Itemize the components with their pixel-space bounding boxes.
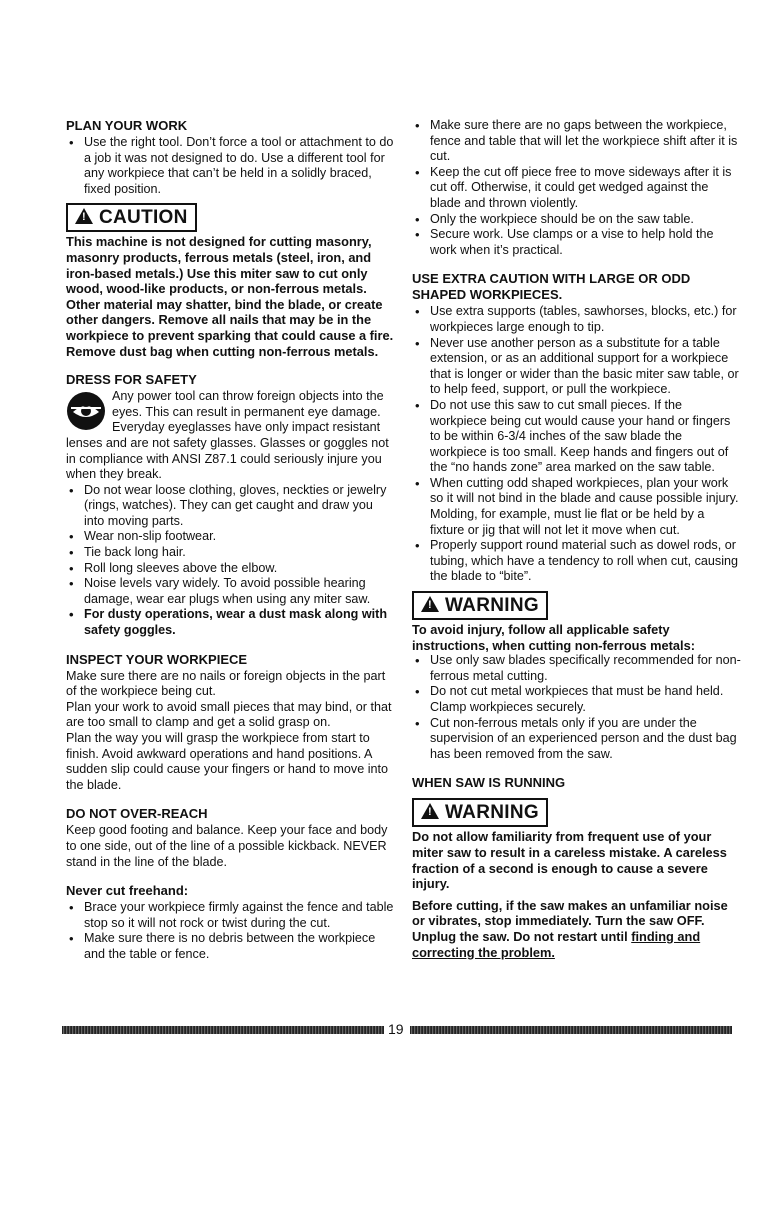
footer-bar-right (410, 1026, 732, 1034)
caution-text: This machine is not designed for cutting masonry, masonry products, ferrous metals (steel, iron, and iron-based metals.) Use this miter saw to cut only wood, wood-like products, or non-ferrous metals. Other material may shatter, bind the blade, or create other dangers. Remove all nails that may be in the workpiece to prevent sparking that could cause a fire. Remove dust bag when cutting non-ferrous metals. (66, 234, 394, 359)
list-item: • For dusty operations, wear a dust mask along with safety goggles. (66, 607, 396, 638)
inspect-paragraph: Make sure there are no nails or foreign objects in the part of the workpiece being cut. (66, 668, 386, 699)
list-item: • Roll long sleeves above the elbow. (66, 561, 396, 577)
list-item: • Keep the cut off piece free to move sideways after it is cut off. Otherwise, it could get wedged against the blade and thrown violently. (412, 165, 742, 212)
list-item: • Do not wear loose clothing, gloves, neckties or jewelry (rings, watches). They can get caught and draw you into moving parts. (66, 483, 396, 530)
list-item: • Use extra supports (tables, sawhorses, blocks, etc.) for workpieces large enough to tip. (412, 304, 742, 335)
freehand-list (66, 900, 396, 962)
list-item: • Make sure there is no debris between the workpiece and the table or fence. (66, 931, 396, 962)
warning-triangle-icon: ! (421, 803, 439, 819)
running-heading: WHEN SAW IS RUNNING (412, 775, 566, 791)
dress-list (66, 483, 396, 639)
inspect-paragraph: Plan your work to avoid small pieces that may bind, or that are too small to clamp and get a solid grasp on. (66, 699, 392, 730)
list-item: • Use the right tool. Don’t force a tool or attachment to do a job it was not designed to do. Use a different tool for any workpiece that can’t be held in a solidly braced, fixed position. (66, 135, 396, 197)
dress-heading: DRESS FOR SAFETY (66, 372, 197, 388)
warning-triangle-icon: ! (421, 596, 439, 612)
list-item: • Do not use this saw to cut small pieces. If the workpiece being cut would cause your hand or fingers to be within 6-3/4 inches of the saw blade the workpiece is too small. Keep hands and fingers out of the “no hands zone” area marked on the saw table. (412, 398, 742, 476)
list-item: • Wear non-slip footwear. (66, 529, 396, 545)
top-list (412, 118, 742, 258)
running-warning-text-2: Before cutting, if the saw makes an unfamiliar noise or vibrates, stop immediately. Turn the saw OFF. Unplug the saw. Do not restart until finding and correcting the problem. (412, 897, 728, 960)
left-column (66, 118, 396, 963)
running-warning-text: Do not allow familiarity from frequent use of your miter saw to result in a careless mistake. A careless fraction of a second is enough to cause a severe injury. (412, 829, 727, 892)
right-column (412, 118, 742, 960)
extra-caution-heading: USE EXTRA CAUTION WITH LARGE OR ODD SHAPED WORKPIECES. (412, 271, 691, 303)
list-item: • When cutting odd shaped workpieces, plan your work so it will not bind in the blade and cause possible injury. Molding, for example, must lie flat or be held by a fixture or jig that will not let it move when cut. (412, 476, 742, 538)
overreach-heading: DO NOT OVER-REACH (66, 806, 208, 822)
footer-bar-left (62, 1026, 384, 1034)
list-item: • Do not cut metal workpieces that must be hand held. Clamp workpieces securely. (412, 684, 742, 715)
list-item: • Tie back long hair. (66, 545, 396, 561)
page-number: 19 (388, 1021, 404, 1037)
plan-heading: PLAN YOUR WORK (66, 118, 188, 133)
overreach-paragraph: Keep good footing and balance. Keep your face and body to one side, out of the line of a possible kickback. NEVER stand in the line of the blade. (66, 823, 388, 869)
list-item: • Properly support round material such as dowel rods, or tubing, which have a tendency to roll when cut, causing the blade to “bite”. (412, 538, 742, 585)
warning-list (412, 653, 742, 762)
list-item: • Make sure there are no gaps between the workpiece, fence and table that will let the workpiece shift after it is cut. (412, 118, 742, 165)
caution-label: ! CAUTION (66, 203, 197, 232)
list-item: • Secure work. Use clamps or a vise to help hold the work when it’s practical. (412, 227, 742, 258)
extra-caution-list (412, 304, 742, 585)
list-item: • Brace your workpiece firmly against the fence and table stop so it will not rock or twist during the cut. (66, 900, 396, 931)
dress-paragraph: Any power tool can throw foreign objects into the eyes. This can result in permanent eye damage. Everyday eyeglasses have only impact resistant lenses and are not safety glasses. Glasses or goggles not in compliance with ANSI Z87.1 could seriously injure you when they break. (66, 389, 389, 482)
inspect-paragraph: Plan the way you will grasp the workpiece from start to finish. Avoid awkward operations and hand positions. A sudden slip could cause your fingers or hand to move into the blade. (66, 731, 389, 792)
list-item: • Never use another person as a substitute for a table extension, or as an additional support for a workpiece that is longer or wider than the basic miter saw table, or to help feed, support, or pull the workpiece. (412, 336, 742, 398)
inspect-heading: INSPECT YOUR WORKPIECE (66, 651, 248, 667)
warning-label: ! WARNING (412, 798, 548, 827)
plan-list (66, 135, 396, 197)
list-item: • Noise levels vary widely. To avoid possible hearing damage, wear ear plugs when using any miter saw. (66, 576, 396, 607)
list-item: • Cut non-ferrous metals only if you are under the supervision of an experienced person and the dust bag has been removed from the saw. (412, 716, 742, 763)
warning-triangle-icon: ! (75, 208, 93, 224)
warning-text: To avoid injury, follow all applicable safety instructions, when cutting non-ferrous metals: (412, 622, 695, 653)
safety-goggles-icon (66, 391, 106, 431)
list-item: • Only the workpiece should be on the saw table. (412, 212, 742, 228)
warning-label: ! WARNING (412, 591, 548, 620)
freehand-heading: Never cut freehand: (66, 883, 189, 899)
list-item: • Use only saw blades specifically recommended for non-ferrous metal cutting. (412, 653, 742, 684)
